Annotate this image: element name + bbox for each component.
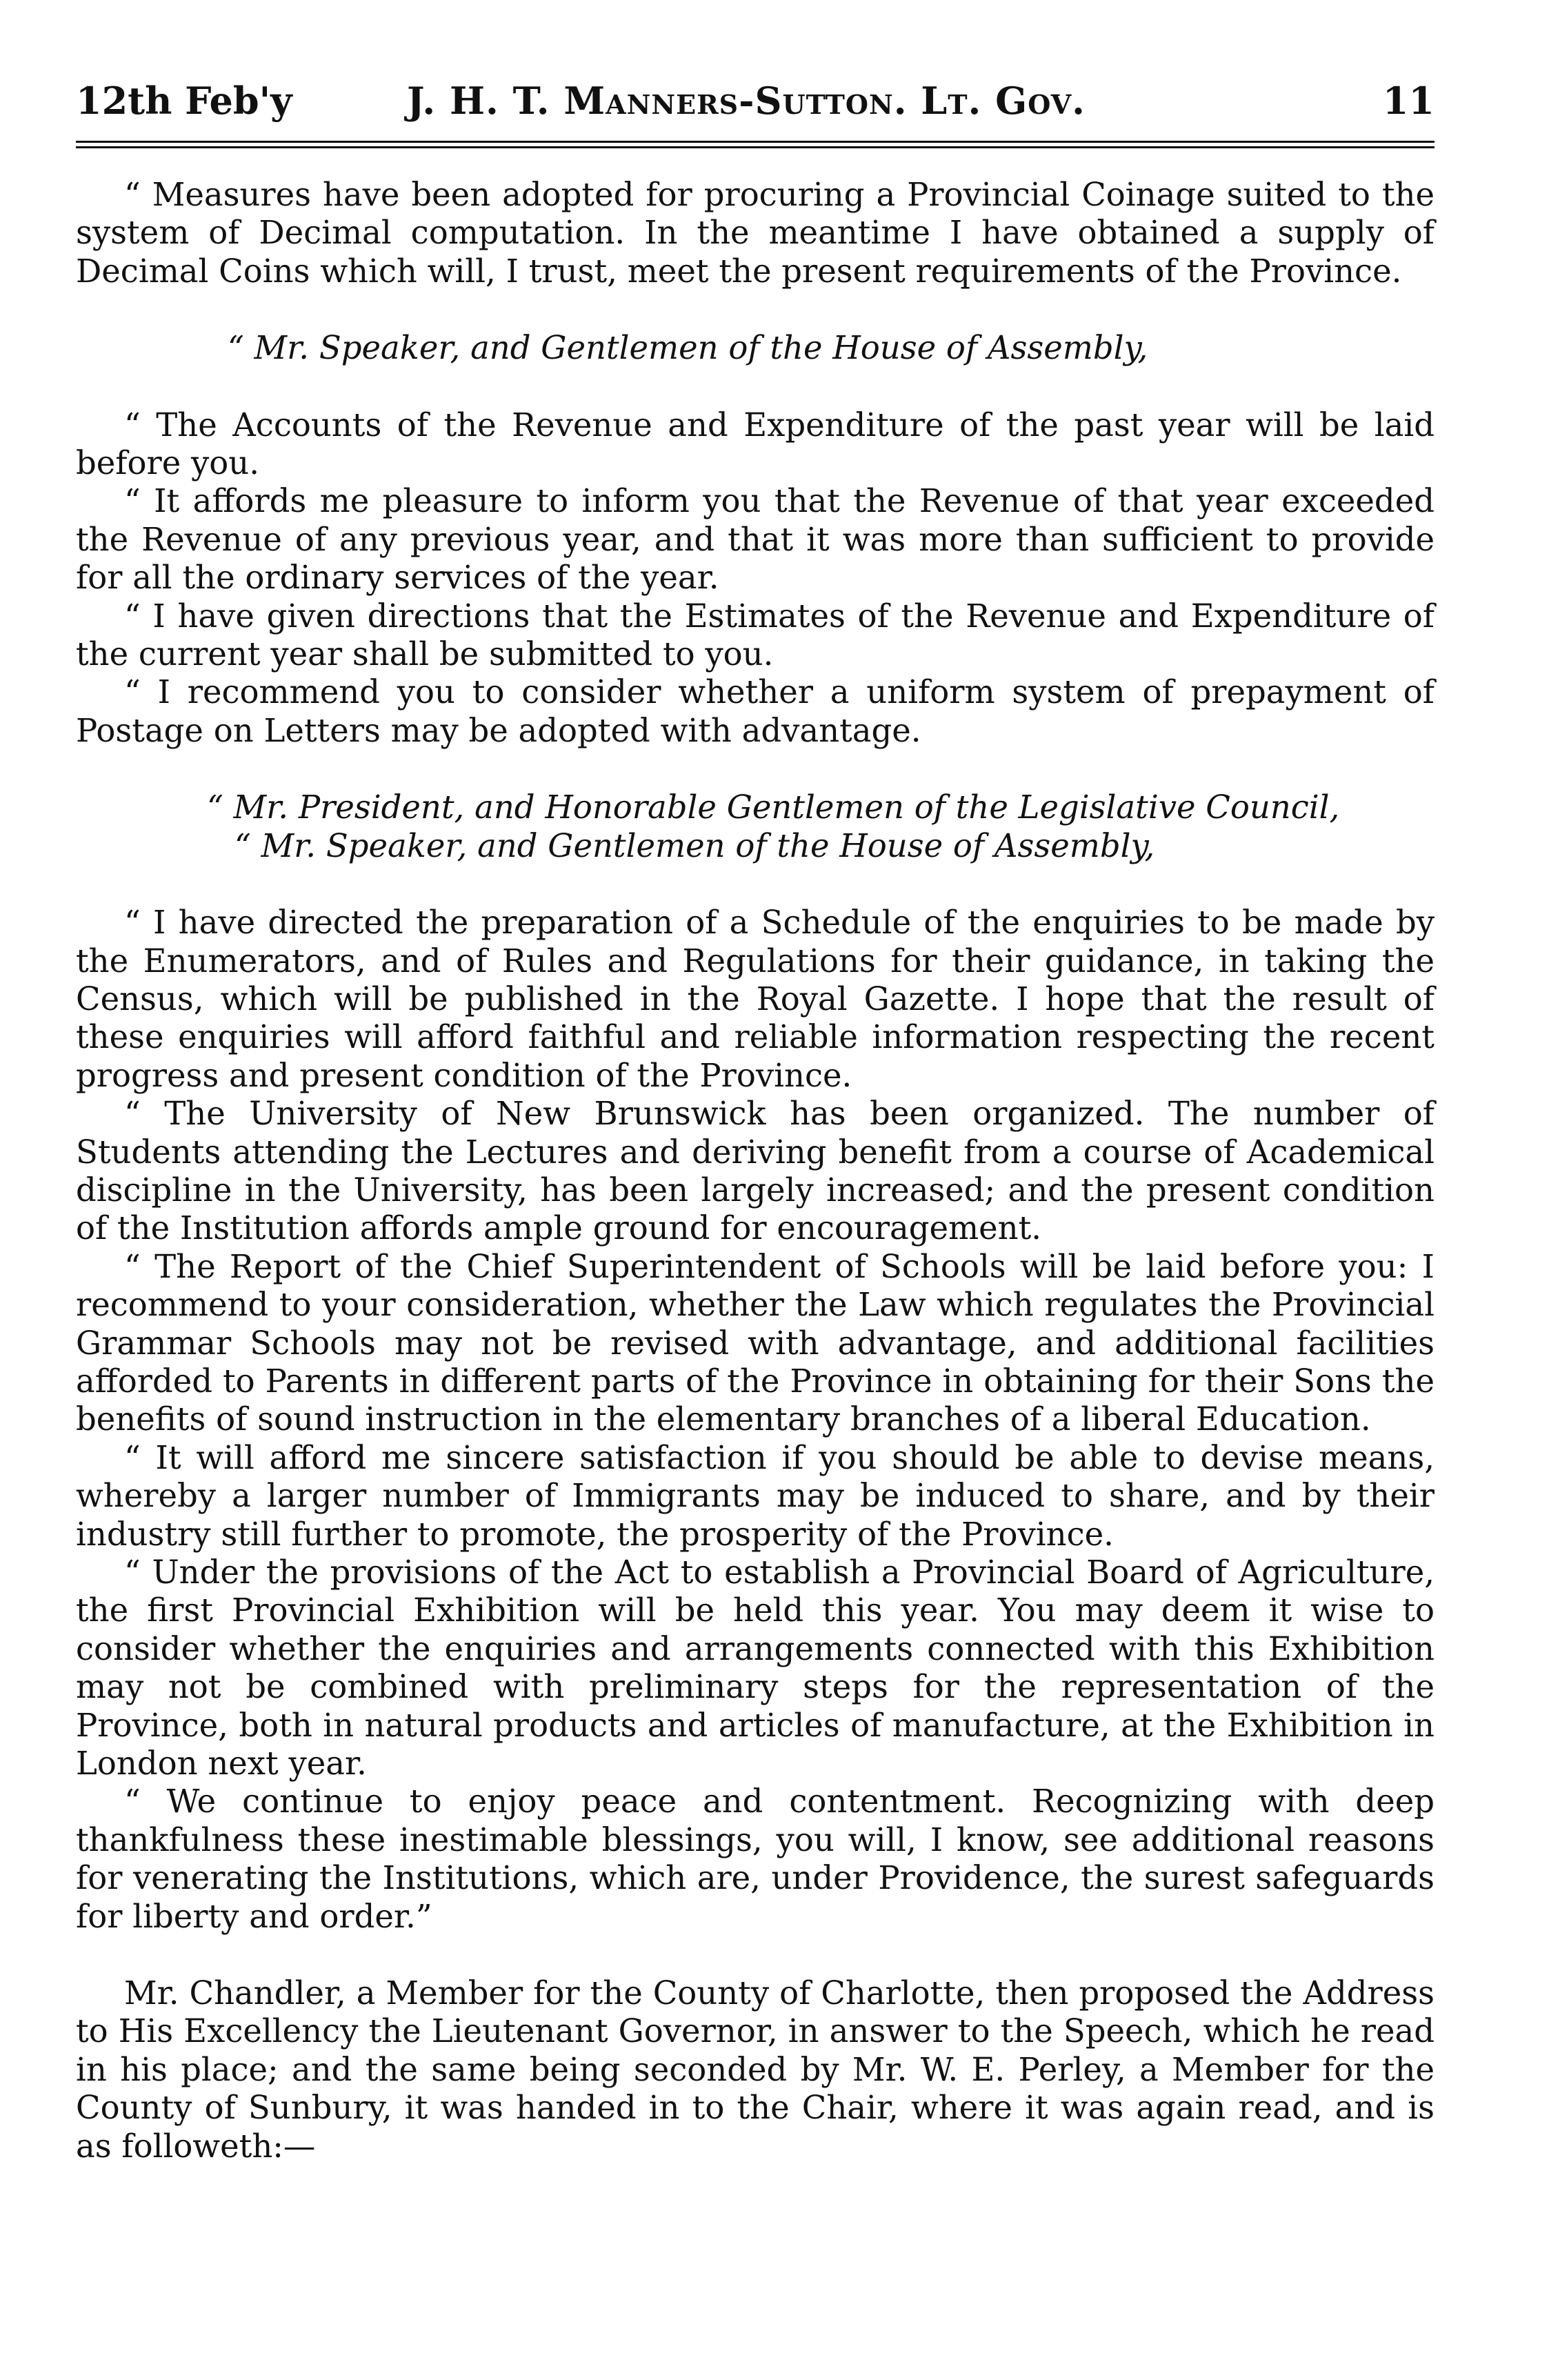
paragraph-census: “ I have directed the preparation of a Schedule of the enquiries to be made by the Enumerators, and of Rules and Regulations for their guidance, in taking the Census, which will be published in the Royal Gazette. I hope that the result of these enquiries will afford faithful and reliable information respecting the recent progress and present condition of the Province. <box>76 904 1435 1094</box>
paragraph-accounts: “ The Accounts of the Revenue and Expenditure of the past year will be laid before you. <box>76 406 1435 482</box>
paragraph-university: “ The University of New Brunswick has been organized. The number of Students attending the Lectures and deriving benefit from a course of Academical discipline in the University, has been largely increased; and the present condition of the Institution affords ample ground for encouragement. <box>76 1095 1435 1247</box>
page-number: 11 <box>1382 79 1435 123</box>
body-text <box>76 176 1435 2165</box>
running-header <box>76 73 1435 128</box>
paragraph-coinage: “ Measures have been adopted for procuring a Provincial Coinage suited to the system of Decimal computation. In the meantime I have obtained a supply of Decimal Coins which will, I trust, meet the present requirements of the Province. <box>76 176 1435 290</box>
header-rule-bottom <box>76 146 1435 148</box>
spacer <box>76 290 1435 329</box>
salutation-council: “ Mr. President, and Honorable Gentlemen of the Legislative Council, <box>207 789 1340 826</box>
spacer <box>76 865 1435 904</box>
paragraph-address-proposal: Mr. Chandler, a Member for the County of Charlotte, then proposed the Address to His Excellency the Lieutenant Governor, in answer to the Speech, which he read in his place; and the same being seconded by Mr. W. E. Perley, a Member for the County of Sunbury, it was handed in to the Chair, where it was again read, and is as followeth:— <box>76 1974 1435 2165</box>
salutation-assembly-2: “ Mr. Speaker, and Gentlemen of the House of Assembly, <box>234 826 1155 864</box>
salutation-assembly: “ Mr. Speaker, and Gentlemen of the House of Assembly, <box>228 329 1148 367</box>
paragraph-immigrants: “ It will afford me sincere satisfaction if you should be able to devise means, whereby a larger number of Immigrants may be induced to share, and by their industry still further to promote, the prosperity of the Province. <box>76 1438 1435 1553</box>
paragraph-estimates: “ I have given directions that the Estimates of the Revenue and Expenditure of the current year shall be submitted to you. <box>76 597 1435 673</box>
paragraph-revenue: “ It affords me pleasure to inform you that the Revenue of that year exceeded the Revenue of any previous year, and that it was more than sufficient to provide for all the ordinary services of the year. <box>76 482 1435 597</box>
paragraph-postage: “ I recommend you to consider whether a uniform system of prepayment of Postage on Letters may be adopted with advantage. <box>76 673 1435 749</box>
header-rule-top <box>76 141 1435 143</box>
paragraph-agriculture: “ Under the provisions of the Act to establish a Provincial Board of Agriculture, the first Provincial Exhibition will be held this year. You may deem it wise to consider whether the enquiries and arrangements connected with this Exhibition may not be combined with preliminary steps for the representation of the Province, both in natural products and articles of manufacture, at the Exhibition in London next year. <box>76 1554 1435 1783</box>
spacer <box>76 1936 1435 1974</box>
spacer <box>76 368 1435 406</box>
spacer <box>76 750 1435 789</box>
header-date: 12th Feb'y <box>76 79 292 123</box>
paragraph-schools: “ The Report of the Chief Superintendent of Schools will be laid before you: I recommend to your consideration, whether the Law which regulates the Provincial Grammar Schools may not be revised with advantage, and additional facilities afforded to Parents in different parts of the Province in obtaining for their Sons the benefits of sound instruction in the elementary branches of a liberal Education. <box>76 1247 1435 1438</box>
paragraph-peace: “ We continue to enjoy peace and contentment. Recognizing with deep thankfulness these inestimable blessings, you will, I know, see additional reasons for venerating the Institutions, which are, under Providence, the surest safeguards for liberty and order.” <box>76 1783 1435 1935</box>
header-officer: J. H. T. Manners-Sutton. Lt. Gov. <box>407 79 1086 123</box>
